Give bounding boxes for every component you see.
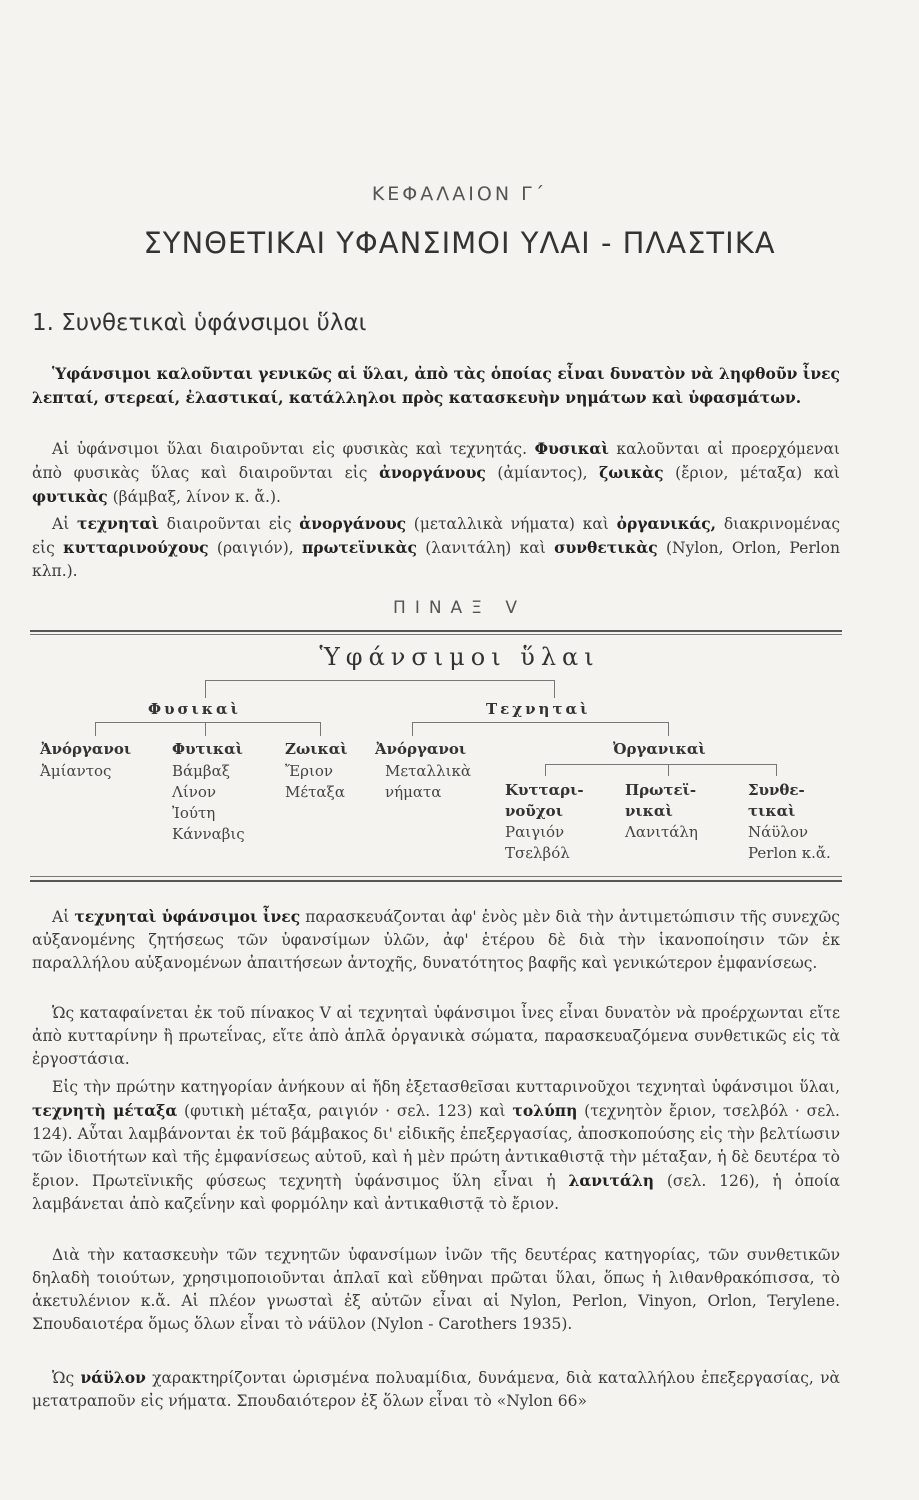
text-run: Ὡς καταφαίνεται ἐκ τοῦ πίνακος V αἱ τεχνηταὶ ὑφάνσιμοι ἶνες εἶναι δυνατὸν νὰ προέρχωνται εἴτε ἀπὸ κυτταρίνην ἢ πρωτεΐνας, εἴτε ἀπὸ ἁπλᾶ ὀργανικὰ σώματα, παρασκευαζόμενα συνθετικῶς εἰς τὰ ἐργοστάσια.	[32, 1004, 840, 1068]
text-run: Αἱ	[52, 908, 75, 926]
column-header: Πρωτεϊ-	[625, 781, 697, 799]
term-inorganic: ἀνοργάνους	[299, 514, 407, 533]
column-header: Κυτταρι-	[505, 781, 584, 799]
header-inorganic-natural: Ἀνόργανοι	[40, 740, 132, 758]
text-run: Ὡς	[52, 1369, 81, 1387]
text-run: χαρακτηρίζονται ὡρισμένα πολυαμίδια, δυνάμενα, διὰ καταλλήλου ἐπεξεργασίας, νὰ μετατραποῦν εἰς νήματα. Σπουδαιότερον ἐξ ὅλων εἶναι τὸ «Nylon 66»	[32, 1369, 840, 1410]
table-cell: Ἀμίαντος	[40, 762, 112, 780]
tree-line	[205, 680, 555, 681]
paragraph-nylon	[32, 1366, 840, 1413]
term-nylon: νάϋλον	[80, 1368, 146, 1387]
tree-line	[554, 680, 555, 698]
column-header: τικαὶ	[748, 802, 796, 820]
paragraph-artificial-fibres	[32, 905, 840, 975]
table-caption: ΠΙΝΑΞ V	[393, 598, 526, 618]
text-run: (ραιγιόν),	[208, 539, 302, 557]
header-animal: Ζωικαὶ	[285, 740, 348, 758]
tree-line	[668, 722, 669, 736]
text-run: (Nylon, Orlon, Perlon κλπ.).	[32, 539, 840, 580]
text-run: παρασκευάζονται ἀφ' ἑνὸς μὲν διὰ τὴν ἀντιμετώπισιν τῆς συνεχῶς αὐξανομένης ζητήσεως τῶν ὑφανσίμων ὑλῶν, ἀφ' ἑτέρου δὲ διὰ τὴν ἱκανοποίησιν τῶν ἐκ παραλλήλου αὐξανομένων ἀπαιτήσεων ἀντοχῆς, δυνατότητος βαφῆς καὶ γενικώτερον ἐμφανίσεως.	[32, 908, 840, 972]
tree-line	[205, 722, 206, 736]
table-cell: Τσελβόλ	[505, 844, 570, 862]
tree-line	[95, 722, 320, 723]
table-cell: Μέταξα	[285, 783, 345, 801]
table-cell: Ραιγιόν	[505, 823, 565, 841]
paragraph-origin	[32, 1002, 840, 1071]
chapter-label: ΚΕΦΑΛΑΙΟΝ Γ΄	[371, 183, 548, 205]
table-cell: Perlon κ.ἄ.	[748, 844, 831, 862]
column-inorganic-artificial	[385, 761, 471, 803]
paragraph-artificial	[32, 512, 840, 583]
table-bottom-rule-inner	[30, 876, 842, 877]
column-cellulose	[505, 780, 584, 864]
column-animal	[285, 761, 345, 803]
text-run: (λανιτάλη) καὶ	[416, 539, 555, 557]
table-cell: Λίνον	[172, 783, 216, 801]
tree-line	[412, 722, 413, 736]
header-plant: Φυτικαὶ	[172, 740, 243, 758]
column-synthetic	[748, 780, 831, 864]
term-animal: ζωικὰς	[599, 463, 664, 482]
tree-line	[545, 764, 777, 765]
paragraph-first-category	[32, 1076, 840, 1216]
column-protein	[625, 780, 698, 843]
tree-line	[205, 680, 206, 698]
text-run: Αἱ ὑφάνσιμοι ὕλαι διαιροῦνται εἰς φυσικὰς καὶ τεχνητάς.	[52, 440, 535, 458]
paragraph-second-category	[32, 1244, 840, 1336]
header-inorganic-artificial: Ἀνόργανοι	[375, 740, 467, 758]
term-artificial-silk: τεχνητὴ μέταξα	[32, 1101, 178, 1120]
tree-line	[412, 722, 669, 723]
term-tolype: τολύπη	[512, 1101, 578, 1120]
text-run: (ἀμίαντος),	[485, 464, 600, 482]
category-natural: Φυσικαὶ	[148, 700, 241, 718]
column-inorganic-natural	[40, 761, 111, 782]
term-protein: πρωτεϊνικὰς	[301, 538, 417, 557]
section-title: 1. Συνθετικαὶ ὑφάνσιμοι ὕλαι	[32, 310, 367, 336]
column-plant	[172, 761, 245, 845]
term-artificial-fibres: τεχνηταὶ ὑφάνσιμοι ἶνες	[74, 907, 301, 926]
table-bottom-rule	[30, 880, 842, 882]
table-top-rule	[30, 630, 842, 632]
text-run: (βάμβαξ, λίνον κ. ἄ.).	[107, 488, 281, 506]
paragraph-definition	[32, 362, 840, 410]
table-cell: Ἰούτη	[172, 804, 216, 822]
tree-line	[545, 764, 546, 776]
definition-text: Ὑφάνσιμοι καλοῦνται γενικῶς αἱ ὕλαι, ἀπὸ τὰς ὁποίας εἶναι δυνατὸν νὰ ληφθοῦν ἶνες λεπταί, στερεαί, ἐλαστικαί, κατάλληλοι πρὸς κατασκευὴν νημάτων καὶ ὑφασμάτων.	[32, 364, 840, 407]
term-inorganic: ἀνοργάνους	[379, 463, 486, 482]
term-cellulose: κυτταρινούχους	[63, 538, 209, 557]
term-natural: Φυσικαὶ	[534, 439, 609, 458]
paragraph-classification	[32, 437, 840, 509]
term-plant: φυτικὰς	[32, 487, 108, 506]
term-organic: ὀργανικάς,	[616, 514, 717, 533]
text-run: (ἔριον, μέταξα) καὶ	[663, 464, 840, 482]
table-heading: Ὑφάνσιμοι ὕλαι	[319, 643, 600, 671]
chapter-title: ΣΥΝΘΕΤΙΚΑΙ ΥΦΑΝΣΙΜΟΙ ΥΛΑΙ - ΠΛΑΣΤΙΚΑ	[143, 226, 776, 260]
text-run: (τεχνητὸν ἔριον, τσελβόλ · σελ. 124). Αὗται λαμβάνονται ἐκ τοῦ βάμβακος δι' εἰδικῆς ἐπεξεργασίας, ἀποσκοπούσης εἰς τὴν βελτίωσιν τῶν ἰδιοτήτων καὶ τῆς ἐμφανίσεως αὐτοῦ, καὶ ἡ μὲν πρώτη ἀντικαθιστᾷ τὴν μέταξαν, ἡ δὲ δευτέρα τὸ ἔριον. Πρωτεϊνικῆς φύσεως τεχνητὴ ὑφάνσιμος ὕλη εἶναι ἡ	[32, 1102, 840, 1190]
tree-line	[95, 722, 96, 736]
tree-line	[776, 764, 777, 776]
text-run: Εἰς τὴν πρώτην κατηγορίαν ἀνήκουν αἱ ἤδη ἐξετασθεῖσαι κυτταρινοῦχοι τεχνηταὶ ὑφάνσιμοι ὕλαι,	[52, 1078, 840, 1096]
table-top-rule-inner	[30, 634, 842, 635]
column-header: νοῦχοι	[505, 802, 563, 820]
table-cell: Νάϋλον	[748, 823, 809, 841]
term-lanital: λανιτάλη	[568, 1171, 655, 1190]
term-synthetic: συνθετικὰς	[554, 538, 658, 557]
table-cell: Μεταλλικὰ	[385, 762, 471, 780]
text-run: διαιροῦνται εἰς	[158, 515, 300, 533]
table-cell: Κάνναβις	[172, 825, 245, 843]
text-run: (μεταλλικὰ νήματα) καὶ	[406, 515, 617, 533]
text-run: διακρινομένας εἰς	[32, 515, 841, 557]
column-header: Συνθε-	[748, 781, 805, 799]
text-run: Αἱ	[52, 515, 78, 533]
table-cell: νήματα	[385, 783, 442, 801]
tree-line	[320, 722, 321, 736]
column-header: νικαὶ	[625, 802, 673, 820]
text-run: καλοῦνται αἱ προερχόμεναι ἀπὸ φυσικὰς ὕλας καὶ διαιροῦνται εἰς	[32, 440, 841, 482]
text-run: (σελ. 126), ἡ ὁποία λαμβάνεται ἀπὸ καζεΐνην καὶ φορμόλην καὶ ἀντικαθιστᾷ τὸ ἔριον.	[32, 1172, 841, 1213]
table-cell: Ἔριον	[285, 762, 333, 780]
text-run: (φυτικὴ μέταξα, ραιγιόν · σελ. 123) καὶ	[177, 1102, 513, 1120]
category-artificial: Τεχνηταὶ	[486, 700, 591, 718]
header-organic: Ὀργανικαὶ	[613, 740, 706, 758]
tree-line	[668, 764, 669, 776]
table-cell: Λανιτάλη	[625, 823, 698, 841]
term-artificial: τεχνηταὶ	[77, 514, 159, 533]
text-run: Διὰ τὴν κατασκευὴν τῶν τεχνητῶν ὑφανσίμων ἰνῶν τῆς δευτέρας κατηγορίας, τῶν συνθετικῶν δηλαδὴ τοιούτων, χρησιμοποιοῦνται ἁπλαῖ καὶ εὔθηναι πρῶται ὕλαι, ὅπως ἡ λιθανθρακόπισσα, τὸ ἀκετυλένιον κ.ἄ. Αἱ πλέον γνωσταὶ ἐξ αὐτῶν εἶναι αἱ Nylon, Perlon, Vinyon, Orlon, Terylene. Σπουδαιοτέρα ὅμως ὅλων εἶναι τὸ νάϋλον (Nylon - Carothers 1935).	[32, 1246, 840, 1333]
table-cell: Βάμβαξ	[172, 762, 230, 780]
